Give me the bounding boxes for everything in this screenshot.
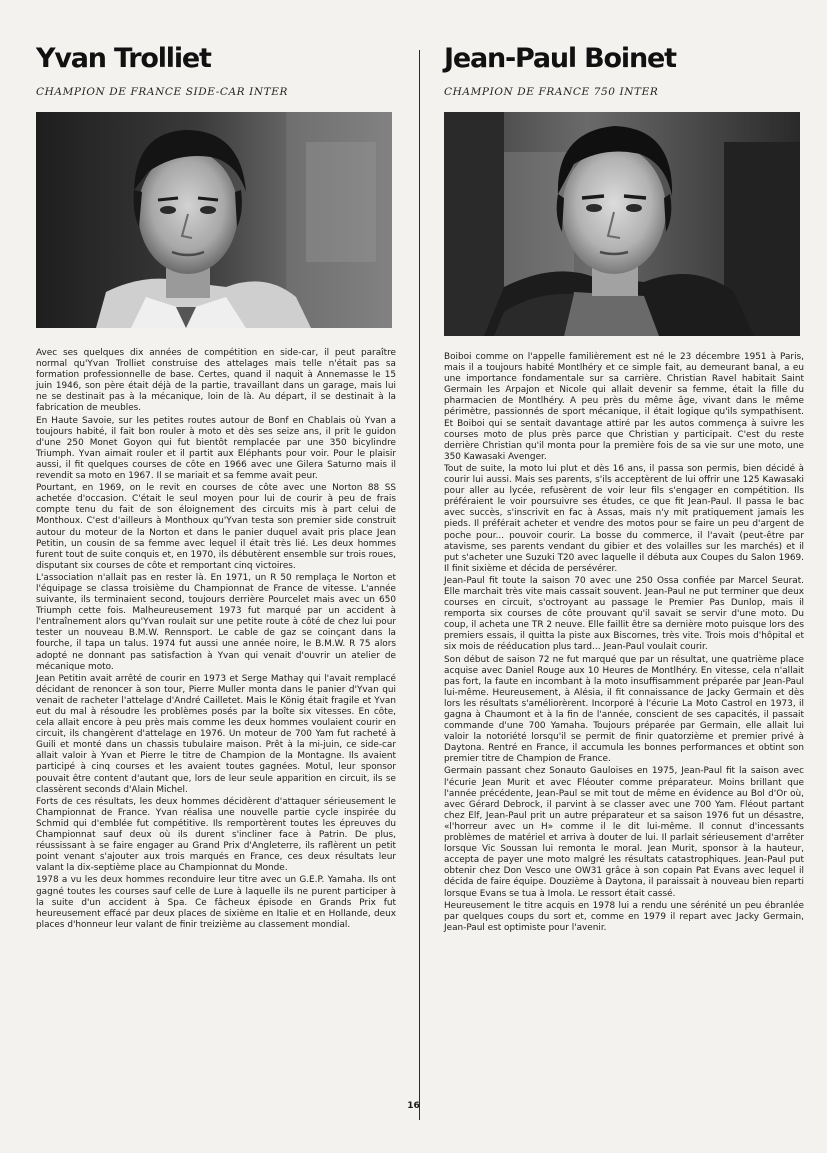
article-yvan-trolliet [36,44,396,932]
article-paragraph: Forts de ces résultats, les deux hommes décidèrent d'attaquer sérieusement le Championnat de France. Yvan réalisa une nouvelle partie cycle inspirée du Schmid qui d'emblée fut compétitive. Ils remportèrent toutes les épreuves du Championnat sauf deux où ils durent s'incliner face à Patrin. De plus, réussissant à se faire engager au Grand Prix d'Angleterre, ils raflèrent un petit point venant s'ajouter aux trois marqués en France, ces deux résultats leur valant la dix-septième place au Championnat du Monde. [36,796,396,874]
article-paragraph: Heureusement le titre acquis en 1978 lui a rendu une sérénité un peu ébranlée par quelques coups du sort et, comme en 1979 il repart avec Jacky Germain, Jean-Paul est optimiste pour l'avenir. [444,900,804,933]
page-number: 16 [407,1101,420,1111]
article-title: Jean-Paul Boinet [444,43,676,74]
article-paragraph: Tout de suite, la moto lui plut et dès 16 ans, il passa son permis, bien décidé à courir lui aussi. Mais ses parents, s'ils acceptèrent de lui offrir une 125 Kawasaki pour aller au lycée, refusèrent de voir leur fils s'engager en compétition. Ils préféraient le voir poursuivre ses études, ce que fit Jean-Paul. Il passa le bac avec succès, s'inscrivit en fac à Assas, mais n'y mit pratiquement jamais les pieds. Il préférait acheter et vendre des motos pour se faire un peu d'argent de poche pour... pouvoir courir. La bosse du commerce, il l'avait (peut-être par atavisme, ses parents vendant du gibier et des volailles sur les marchés) et il put s'acheter une Suzuki T20 avec laquelle il débuta aux Coupes du Salon 1969. Il finit sixième et décida de persévérer. [444,463,804,574]
portrait-photo [444,112,800,336]
column-divider [419,50,420,1120]
article-subtitle: CHAMPION DE FRANCE SIDE-CAR INTER [36,86,289,98]
article-paragraph: Jean Petitin avait arrêté de courir en 1973 et Serge Mathay qui l'avait remplacé décidant de renoncer à son tour, Pierre Muller monta dans le panier d'Yvan qui venait de racheter l'attelage d'André Cailletet. Mais le König était fragile et Yvan eut du mal à résoudre les problèmes posés par la boîte six vitesses. En côte, cela allait encore à peu près mais comme les deux hommes voulaient courir en circuit, ils changèrent d'attelage en 1976. Un moteur de 700 Yam fut racheté à Guili et monté dans un chassis tubulaire maison. Prêt à la mi-juin, ce side-car allait valoir à Yvan et Pierre le titre de Champion de la Montagne. Ils avaient participé à cinq courses et les avaient toutes gagnées. Motul, leur sponsor pouvait être content d'autant que, lors de leur seule apparition en circuit, ils se classèrent seconds d'Alain Michel. [36,673,396,795]
article-paragraph: Germain passant chez Sonauto Gauloises en 1975, Jean-Paul fit la saison avec l'écurie Jean Murit et avec Fléouter comme préparateur. Moins brillant que l'année précédente, Jean-Paul se mit tout de même en évidence au Bol d'Or où, avec Gérard Debrock, il parvint à se classer avec une 700 Yam. Fléout partant chez Elf, Jean-Paul prit un autre préparateur et sa saison 1976 fut un désastre, «l'horreur avec un H» comme il le dit lui-même. Il connut d'incessants problèmes de matériel et arriva à douter de lui. Il parlait sérieusement d'arrêter lorsque Vic Soussan lui remonta le moral. Jean Murit, sponsor à la hauteur, accepta de payer une moto malgré les résultats catastrophiques. Jean-Paul put obtenir chez Don Vesco une OW31 grâce à son copain Pat Evans avec lequel il décida de faire équipe. Douzième à Daytona, il paraissait à nouveau bien reparti lorsque Evans se tua à Imola. Le ressort était cassé. [444,766,804,899]
portrait-photo-drawing [36,112,392,328]
article-jean-paul-boinet [444,44,804,935]
article-subtitle: CHAMPION DE FRANCE 750 INTER [444,86,659,98]
article-paragraph: En Haute Savoie, sur les petites routes autour de Bonf en Chablais où Yvan a toujours habité, il fait bon rouler à moto et dès ses seize ans, il prit le guidon d'une 250 Monet Goyon qui fut bientôt remplacée par une 350 bicylindre Triumph. Yvan aimait rouler et il partit aux Eléphants pour voir. Pour le plaisir aussi, il fit quelques courses de côte en 1966 avec une Gilera Saturno mais il revendit sa moto en 1967. Il se mariait et sa femme avait peur. [36,415,396,482]
article-body [444,352,804,934]
portrait-photo-drawing [444,112,800,336]
article-paragraph: 1978 a vu les deux hommes reconduire leur titre avec un G.E.P. Yamaha. Ils ont gagné toutes les courses sauf celle de Lure à laquelle ils ne purent participer à la suite d'un accident à Spa. Ce fâcheux épisode en Grands Prix fut heureusement effacé par deux places de sixième en Italie et en Hollande, deux places d'honneur leur valant de finir treizième au classement mondial. [36,875,396,930]
article-paragraph: L'association n'allait pas en rester là. En 1971, un R 50 remplaça le Norton et l'équipage se classa troisième du Championnat de France de vitesse. L'année suivante, ils terminaient second, toujours derrière Pourcelet mais avec un 650 Triumph cette fois. Malheureusement 1973 fut marqué par un accident à l'entraînement alors qu'Yvan roulait sur une petite route à côté de chez lui pour tester un nouveau B.M.W. Rennsport. Le cable de gaz se coinçant dans la fourche, il tapa un talus. 1974 fut aussi une année noire, le B.M.W. R 75 alors adopté ne donnant pas satisfaction à Yvan qui venait d'ouvrir un atelier de mécanique moto. [36,572,396,672]
article-body [36,348,396,931]
article-paragraph: Avec ses quelques dix années de compétition en side-car, il peut paraître normal qu'Yvan Trolliet construise des attelages mais telle n'était pas sa formation professionnelle de base. Certes, quand il naquit à Annemasse le 15 juin 1946, son père était déjà de la partie, travaillant dans un garage, mais lui ne se destinait pas à la mécanique, loin de là. Au départ, il se destinait à la fabrication de meubles. [36,348,396,414]
article-title: Yvan Trolliet [36,43,211,74]
portrait-photo [36,112,392,328]
article-paragraph: Boiboi comme on l'appelle familièrement est né le 23 décembre 1951 à Paris, mais il a toujours habité Montlhéry et ce simple fait, au demeurant banal, a eu une importance fondamentale sur sa carrière. Christian Ravel habitait Saint Germain les Arpajon et Nicole qui allait devenir sa femme, était la fille du pharmacien de Montlhéry. A peu près du même âge, vivant dans le même périmètre, passionnés de sport mécanique, il était logique qu'ils sympathisent. Et Boiboi qui se sentait davantage attiré par les autos commença à suivre les courses moto de plus près parce que Christian y participait. C'est du reste derrière Christian qu'il monta pour la première fois de sa vie sur une moto, une 350 Kawasaki Avenger. [444,352,804,462]
article-paragraph: Son début de saison 72 ne fut marqué que par un résultat, une quatrième place acquise avec Daniel Rouge aux 10 Heures de Montlhéry. En vitesse, cela n'allait pas fort, la faute en incombant à la moto insuffisamment préparée par Jean-Paul lui-même. Heureusement, à Alésia, il fit connaissance de Jacky Germain et dès lors les résultats s'améliorèrent. Incorporé à l'écurie La Moto Castrol en 1973, il gagna à Chaumont et à la fin de l'année, conscient de ses capacités, il passait commande d'une 700 Yamaha. Toujours préparée par Germain, elle allait lui valoir la notoriété lorsqu'il se permit de finir quatorzième et premier privé à Daytona. Rentré en France, il accumula les bonnes performances et obtint son premier titre de Champion de France. [444,654,804,765]
article-paragraph: Jean-Paul fit toute la saison 70 avec une 250 Ossa confiée par Marcel Seurat. Elle marchait très vite mais cassait souvent. Jean-Paul ne put terminer que deux courses en circuit, s'octroyant au passage le Premier Pas Dunlop, mais il remporta six courses de côte prouvant qu'il savait se servir d'une moto. Du coup, il acheta une TR 2 neuve. Elle faillit être sa dernière moto puisque lors des premiers essais, il quitta la piste aux Biscornes, très vite. Trois mois d'hôpital et six mois de rééducation plus tard... Jean-Paul voulait courir. [444,575,804,653]
article-paragraph: Pourtant, en 1969, on le revit en courses de côte avec une Norton 88 SS achetée d'occasion. C'était le seul moyen pour lui de courir à peu de frais compte tenu du fait de son éloignement des circuits mis à part celui de Monthoux. C'est d'ailleurs à Monthoux qu'Yvan testa son premier side construit autour du moteur de la Norton et dans le panier duquel avait pris place Jean Petitin, un cousin de sa femme avec lequel il était très lié. Les deux hommes furent tout de suite conquis et, en 1970, ils débutèrent ensemble sur trois roues, disputant six courses de côte et remportant cinq victoires. [36,483,396,571]
